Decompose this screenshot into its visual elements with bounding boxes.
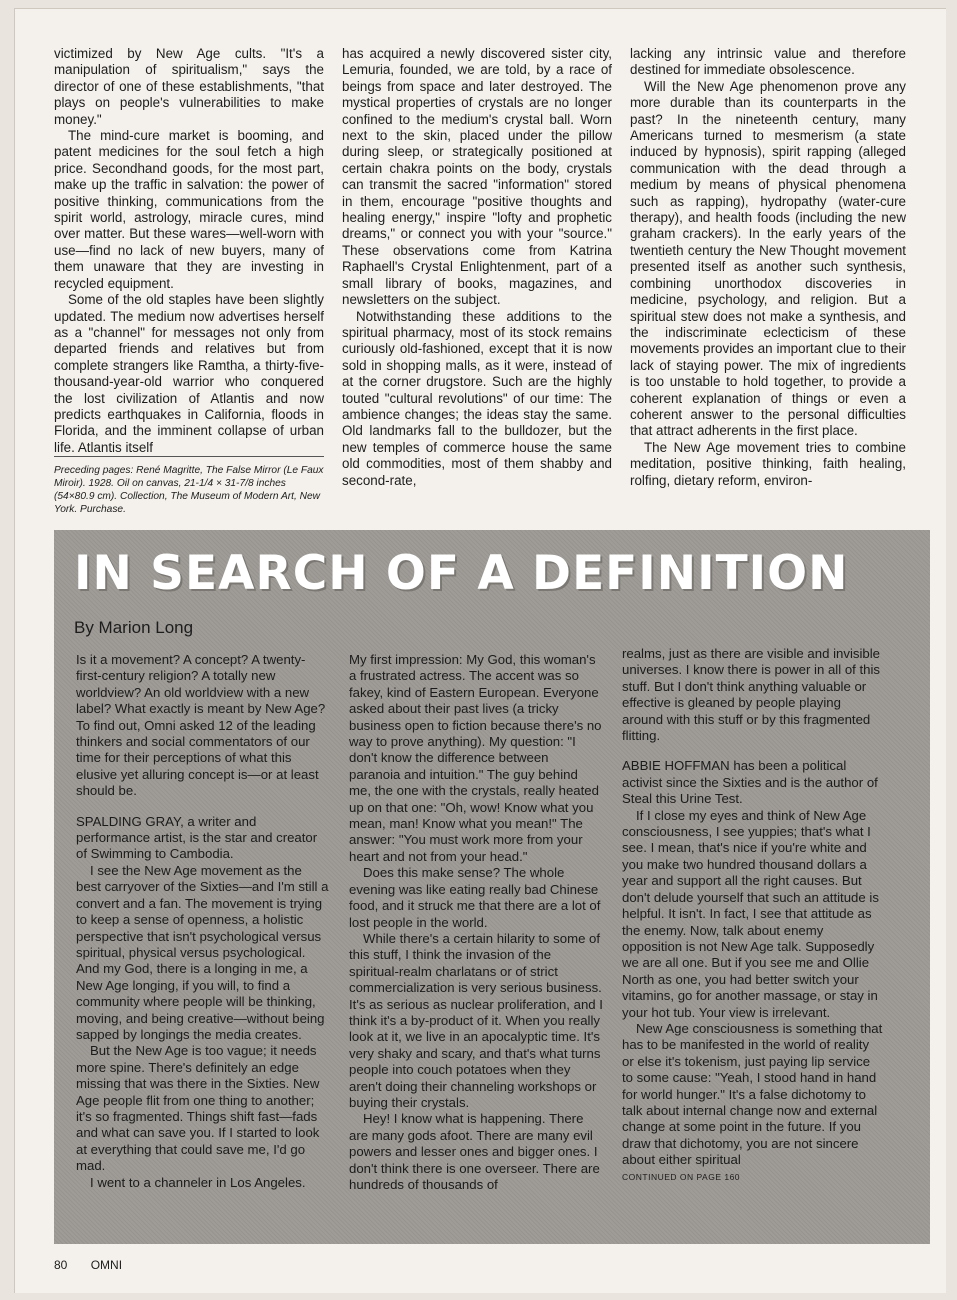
paragraph: realms, just as there are visible and invisible universes. I know there is power in all of this stuff. But I don't think anything valuable or effective is gleaned by people playing around with this stuff or by this fragmented flitting. [622,646,881,744]
paragraph: My first impression: My God, this woman's a frustrated actress. The accent was so fakey, kind of Eastern European. Everyone asked about their past lives (a tricky business open to fiction because there's no way to prove anything). My question: "I don't know the difference between paranoia and intuition." The guy behind me, the one with the crystals, really heated up on that one: "Oh, wow! Know what you mean, man! Know what you mean!" The answer: "You must work more from your heart and not from your head." [349,652,602,864]
article-column-3 [630,46,906,489]
contributor-intro: SPALDING GRAY, a writer and performance artist, is the star and creator of Swimming to Cambodia. [76,813,318,862]
article-column-2 [342,46,612,489]
paragraph: victimized by New Age cults. "It's a manipulation of spiritualism," says the director of one of these establishments, "that plays on people's vulnerabilities to make money." [54,46,324,127]
paragraph: lacking any intrinsic value and therefore destined for immediate obsolescence. [630,46,906,78]
paragraph: Hey! I know what is happening. There are many gods afoot. There are many evil powers and lesser ones and bigger ones. I don't think there is one overseer. There are hundreds of thousands of [349,1111,600,1192]
paragraph: Notwithstanding these additions to the spiritual pharmacy, most of its stock remains curiously old-fashioned, except that it is now sold in shopping malls, as it were, instead of at the corner drugstore. Such are the highly touted "cultural revolutions" of our time: The ambience changes; the ideas stay the same. Old landmarks fall to the bulldozer, but the new temples of commerce house the same old commodities, most of them shabby and second-rate, [342,308,612,488]
article-body [54,46,916,526]
page-number: 80 [54,1258,68,1272]
paragraph: The mind-cure market is booming, and patent medicines for the soul fetch a high price. Secondhand goods, for the most part, make up the traffic in salvation: the power of positive thinking, communications from the spirit world, astrology, miracle cures, mind over matter. But these wares—well-worn with use—find no lack of new buyers, many of them unaware that they are investing in recycled equipment. [54,128,324,291]
paragraph: If I close my eyes and think of New Age consciousness, I see yuppies; that's what I see. I mean, that's nice if you're white and you make two hundred thousand dollars a year and support all the right causes. But don't delude yourself that such an attitude is helpful. It isn't. In fact, I see that attitude as the enemy. Now, talk about enemy opposition is not New Age talk. Supposedly we are all one. But if you see me and Ollie North as one, you had better switch your vitamins, go for another massage, or stay in your hot tub. Your view is irrelevant. [622,807,879,1020]
paragraph: I see the New Age movement as the best carryover of the Sixties—and I'm still a convert and a fan. The movement is trying to keep a sense of openness, a holistic perspective that isn't psychological versus spiritual, physical versus psychological. And my God, there is a longing in me, a New Age longing, if you will, to find a community where people will be thinking, moving, and being creative—without being sapped by longings the media creates. [76,862,329,1042]
magazine-name: OMNI [90,1258,123,1272]
sidebar-box [54,530,930,1244]
sidebar-column-2 [349,652,603,1193]
paragraph: has acquired a newly discovered sister city, Lemuria, founded, we are told, by a race of beings from space and later destroyed. The mystical properties of crystals are no longer confined to the medium's crystal ball. Worn next to the skin, placed under the pillow during sleep, or strategically positioned at certain chakra points on the body, crystals can transmit the sacred "information" stored in them, encourage "positive thoughts and healing energy," inspire "lofty and prophetic dreams," or connect you with your "source." These observations come from Katrina Raphaell's Crystal Enlightenment, part of a small library of books, magazines, and newsletters on the subject. [342,46,612,308]
page-footer [54,1258,142,1272]
contributor-intro: ABBIE HOFFMAN has been a political activist since the Sixties and is the author of Steal this Urine Test. [622,758,878,807]
paragraph: While there's a certain hilarity to some of this stuff, I think the invasion of the spiritual-realm charlatans or of strict commercialization is very serious business. It's as serious as nuclear proliferation, and I think it's a by-product of it. When you really look at it, we live in an apocalyptic time. It's very shaky and scary, and that's what turns people into couch potatoes when they aren't doing their channeling workshops or buying their crystals. [349,930,603,1110]
continued-note: CONTINUED ON PAGE 160 [622,1171,741,1182]
paragraph: Does this make sense? The whole evening was like eating really bad Chinese food, and it struck me that there are a lot of lost people in the world. [349,865,601,930]
byline: By Marion Long [74,618,194,637]
paragraph: Some of the old staples have been slightly updated. The medium now advertises herself as a "channel" for messages not only from departed friends and relatives but from complete strangers like Ramtha, a thirty-five-thousand-year-old warrior who conquered the lost civilization of Atlantis and now predicts earthquakes in California, floods in Florida, and the imminent collapse of urban life. Atlantis itself [54,292,324,455]
paragraph: Is it a movement? A concept? A twenty-first-century religion? A totally new worldview? An old worldview with a new label? What exactly is meant by New Age? To find out, Omni asked 12 of the leading thinkers and social commentators of our time for their perceptions of what this elusive yet alluring concept is—or at least should be. [76,652,326,799]
sidebar-column-3 [622,646,884,1185]
sidebar-column-1 [76,652,330,1191]
image-caption: Preceding pages: René Magritte, The False Mirror (Le Faux Miroir). 1928. Oil on canvas, 21-1/4 × 31-7/8 inches (54×80.9 cm). Collection, The Museum of Modern Art, New York. Purchase. [54,456,324,516]
paragraph: New Age consciousness is something that has to be manifested in the world of reality or else it's tokenism, just paying lip service to some cause: "Yeah, I stood hand in hand for world hunger." It's a false dichotomy to talk about internal change now and external change at some point in the future. If you draw that dichotomy, you are not sincere about either spiritual [622,1020,883,1168]
magazine-page [14,8,946,1293]
paragraph: But the New Age is too vague; it needs more spine. There's definitely an edge missing that was there in the Sixties. New Age people flit from one thing to another; it's so fragmented. Things shift fast—fads and what can save you. If I started to look at everything that could save me, I'd go mad. [76,1043,320,1174]
article-column-1 [54,46,324,516]
paragraph: I went to a channeler in Los Angeles. [90,1174,306,1190]
sidebar-title: IN SEARCH OF A DEFINITION [74,546,849,601]
paragraph: The New Age movement tries to combine meditation, positive thinking, faith healing, rolfing, dietary reform, environ- [630,439,906,488]
paragraph: Will the New Age phenomenon prove any more durable than its counterparts in the past? In the nineteenth century, many Americans turned to mesmerism (a state induced by hypnosis), spirit rapping (alleged communication with the dead through a medium by means of physical phenomena such as rapping), hydropathy (water-cure therapy), and health foods (including the new graham crackers). In the early years of the twentieth century the New Thought movement presented itself as another such synthesis, combining unorthodox discoveries in medicine, psychology, and religion. But a spiritual stew does not make a synthesis, and the indiscriminate eclecticism of these movements provides an important clue to their lack of staying power. The mix of ingredients is too unstable to hold together, to provide a coherent explanation of things or even a coherent answer to the personal difficulties that attract adherents in the first place. [630,78,906,439]
